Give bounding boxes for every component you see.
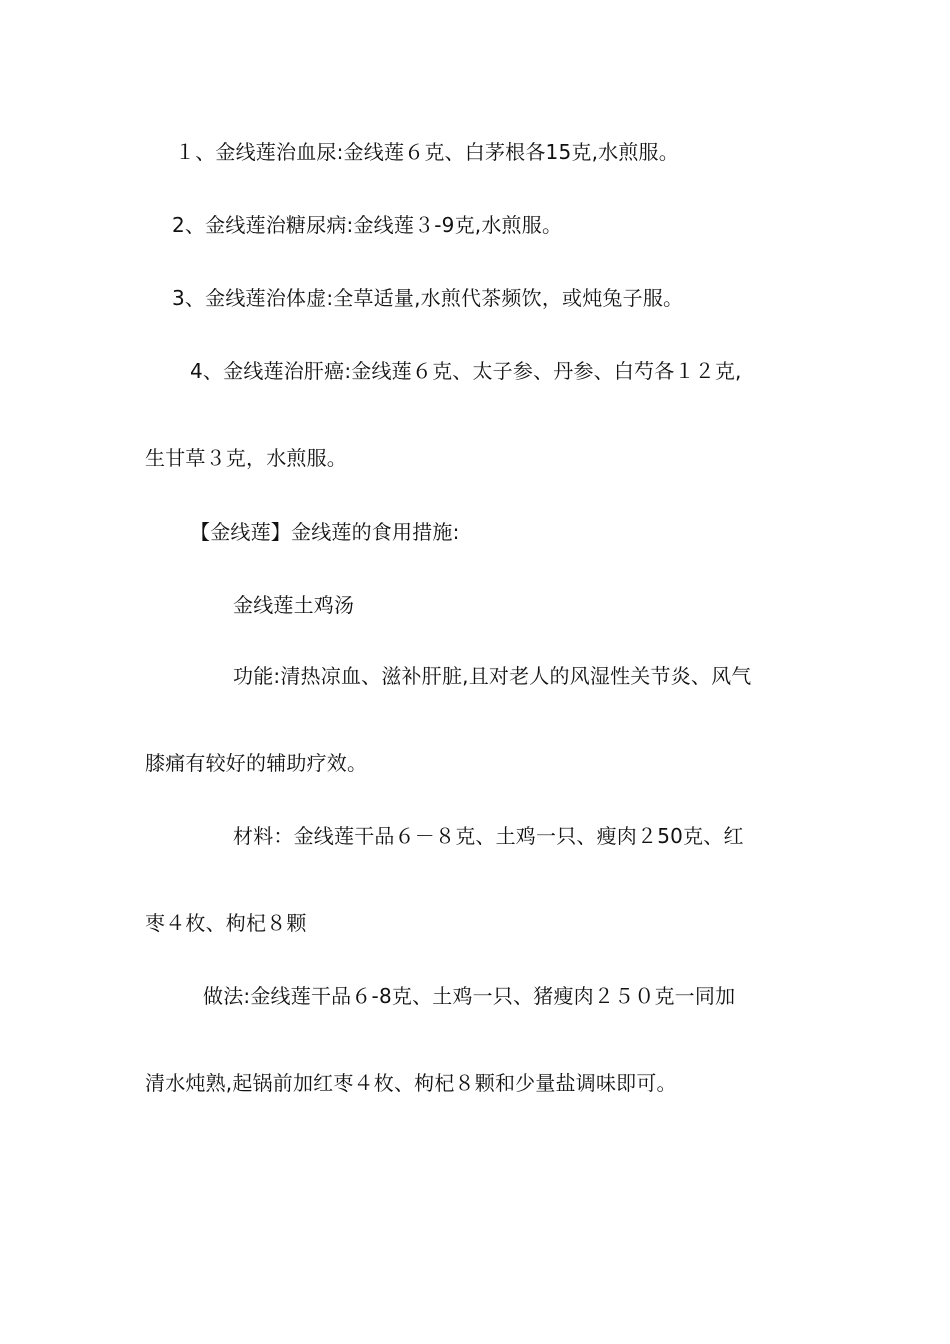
recipe-ingredients-line-1: 材料：金线莲干品６－８克、土鸡一只、瘦肉２50克、红 [233, 824, 744, 848]
remedy-3-weakness: 3、金线莲治体虚:全草适量,水煎代茶频饮，或炖兔子服。 [172, 286, 684, 310]
recipe-title: 金线莲土鸡汤 [233, 593, 355, 617]
remedy-4-liver-cancer-line-1: 4、金线莲治肝癌:金线莲６克、太子参、丹参、白芍各１２克, [190, 359, 742, 383]
section-heading-edible-methods: 【金线莲】金线莲的食用措施: [190, 520, 460, 544]
recipe-function-line-1: 功能:清热凉血、滋补肝脏,且对老人的风湿性关节炎、风气 [233, 664, 752, 688]
recipe-method-line-2: 清水炖熟,起锅前加红枣４枚、枸杞８颗和少量盐调味即可。 [145, 1071, 677, 1095]
remedy-2-diabetes: 2、金线莲治糖尿病:金线莲３-9克,水煎服。 [172, 213, 563, 237]
remedy-1-hematuria: １、金线莲治血尿:金线莲６克、白茅根各15克,水煎服。 [175, 140, 679, 164]
recipe-method-line-1: 做法:金线莲干品６-8克、土鸡一只、猪瘦肉２５０克一同加 [203, 984, 736, 1008]
recipe-function-line-2: 膝痛有较好的辅助疗效。 [145, 751, 368, 775]
recipe-ingredients-line-2: 枣４枚、枸杞８颗 [145, 911, 307, 935]
remedy-4-liver-cancer-line-2: 生甘草３克，水煎服。 [145, 446, 347, 470]
